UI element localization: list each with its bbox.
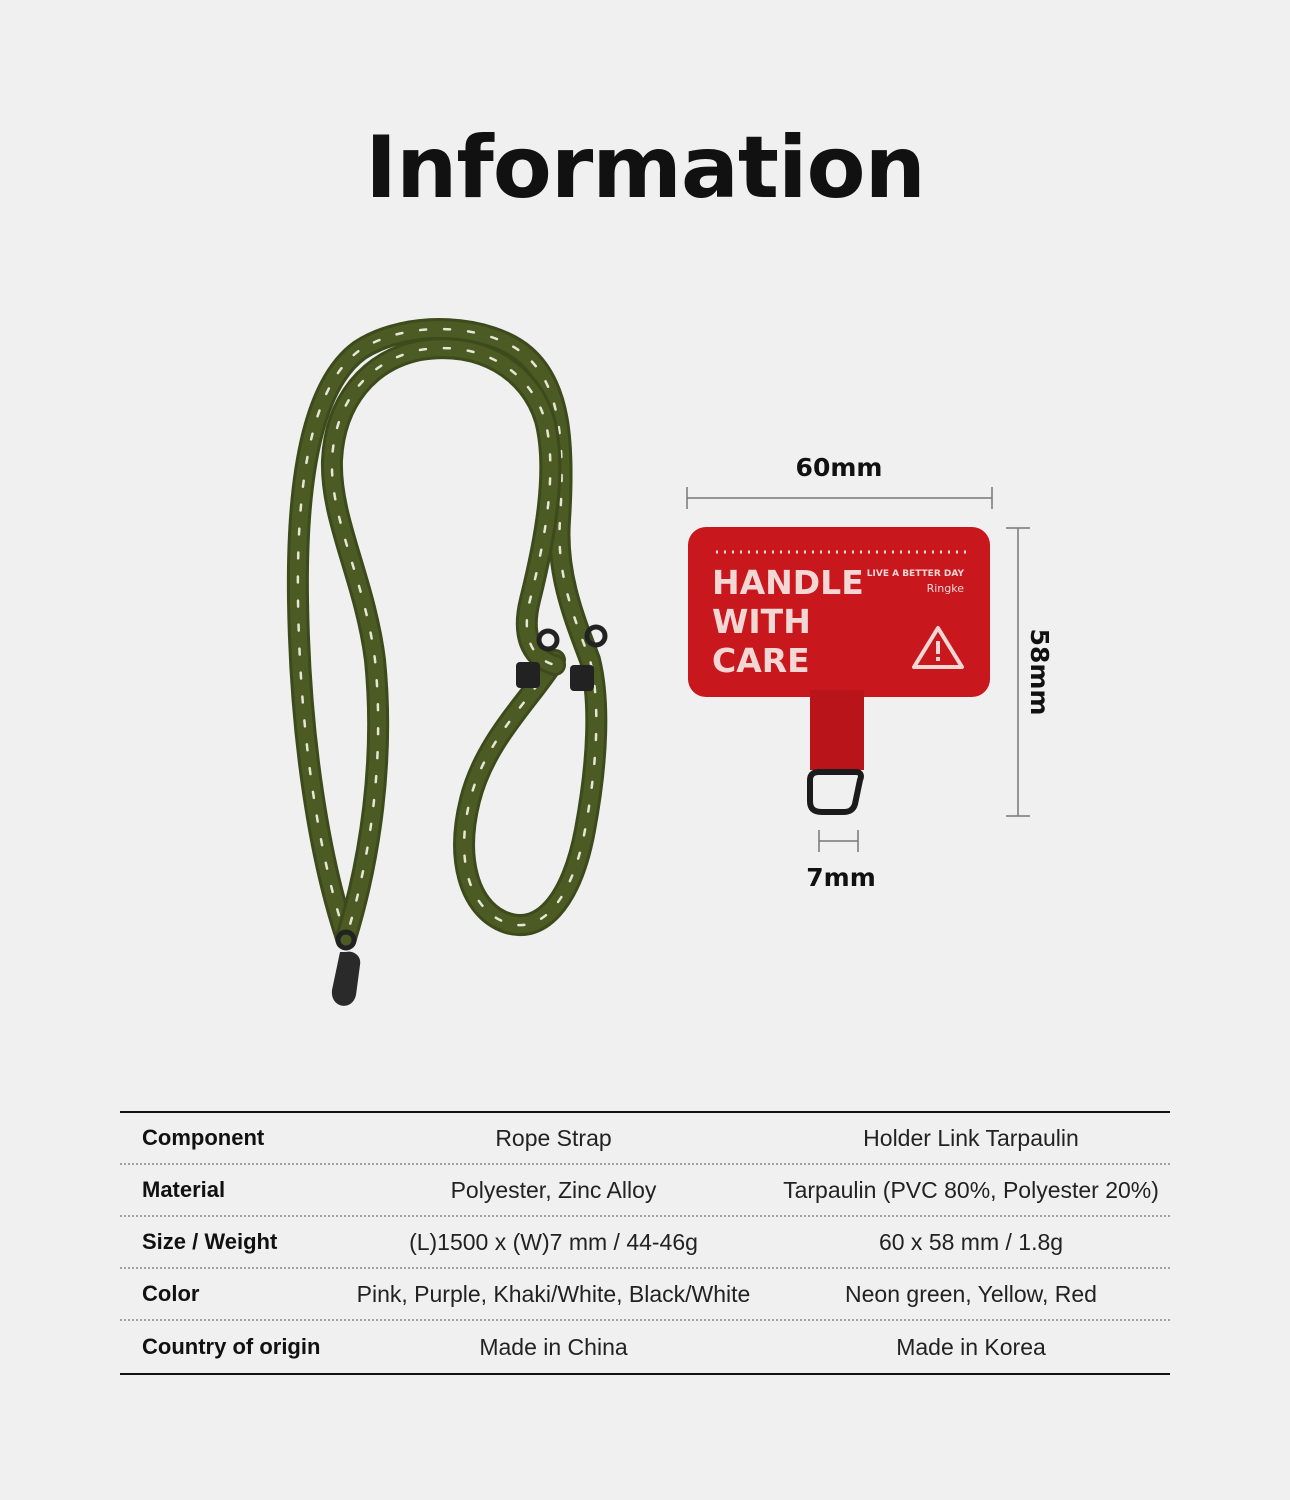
width-label: 60mm (795, 453, 883, 482)
table-row (120, 1113, 1170, 1165)
tag-line-care: CARE (712, 641, 810, 680)
spec-table (120, 1111, 1170, 1375)
row-label: Color (142, 1281, 200, 1306)
table-row (120, 1269, 1170, 1321)
row-label: Component (142, 1125, 265, 1150)
row-label: Country of origin (142, 1334, 321, 1359)
holder-link-value: Neon green, Yellow, Red (845, 1280, 1097, 1307)
tag-line-handle: HANDLE (712, 563, 864, 602)
row-label: Size / Weight (142, 1229, 278, 1254)
link-width-label: 7mm (806, 863, 876, 892)
row-label: Material (142, 1177, 226, 1202)
holder-link-value: Tarpaulin (PVC 80%, Polyester 20%) (783, 1176, 1159, 1203)
rope-strap-value: Pink, Purple, Khaki/White, Black/White (356, 1280, 751, 1307)
height-label: 58mm (1025, 628, 1054, 716)
table-row (120, 1321, 1170, 1373)
tag-line-with: WITH (712, 602, 811, 641)
holder-link-value: Made in Korea (896, 1333, 1046, 1360)
table-row (120, 1165, 1170, 1217)
tag-brand-logo: Ringke (926, 582, 964, 595)
width-dimension-line (687, 487, 992, 509)
holder-link-value: Holder Link Tarpaulin (863, 1124, 1079, 1151)
tag-slogan: LIVE A BETTER DAY (866, 569, 964, 579)
holder-link-value: 60 x 58 mm / 1.8g (878, 1228, 1064, 1255)
d-ring-icon (810, 772, 861, 812)
rope-strap-value: (L)1500 x (W)7 mm / 44-46g (409, 1228, 698, 1255)
rope-strap-value: Made in China (479, 1333, 628, 1360)
rope-strap-value: Rope Strap (495, 1124, 612, 1151)
rope-strap-value: Polyester, Zinc Alloy (450, 1176, 657, 1203)
page-title: Information (365, 118, 925, 218)
holder-link-tag (688, 527, 990, 812)
link-width-dimension-line (819, 830, 858, 852)
table-row (120, 1217, 1170, 1269)
